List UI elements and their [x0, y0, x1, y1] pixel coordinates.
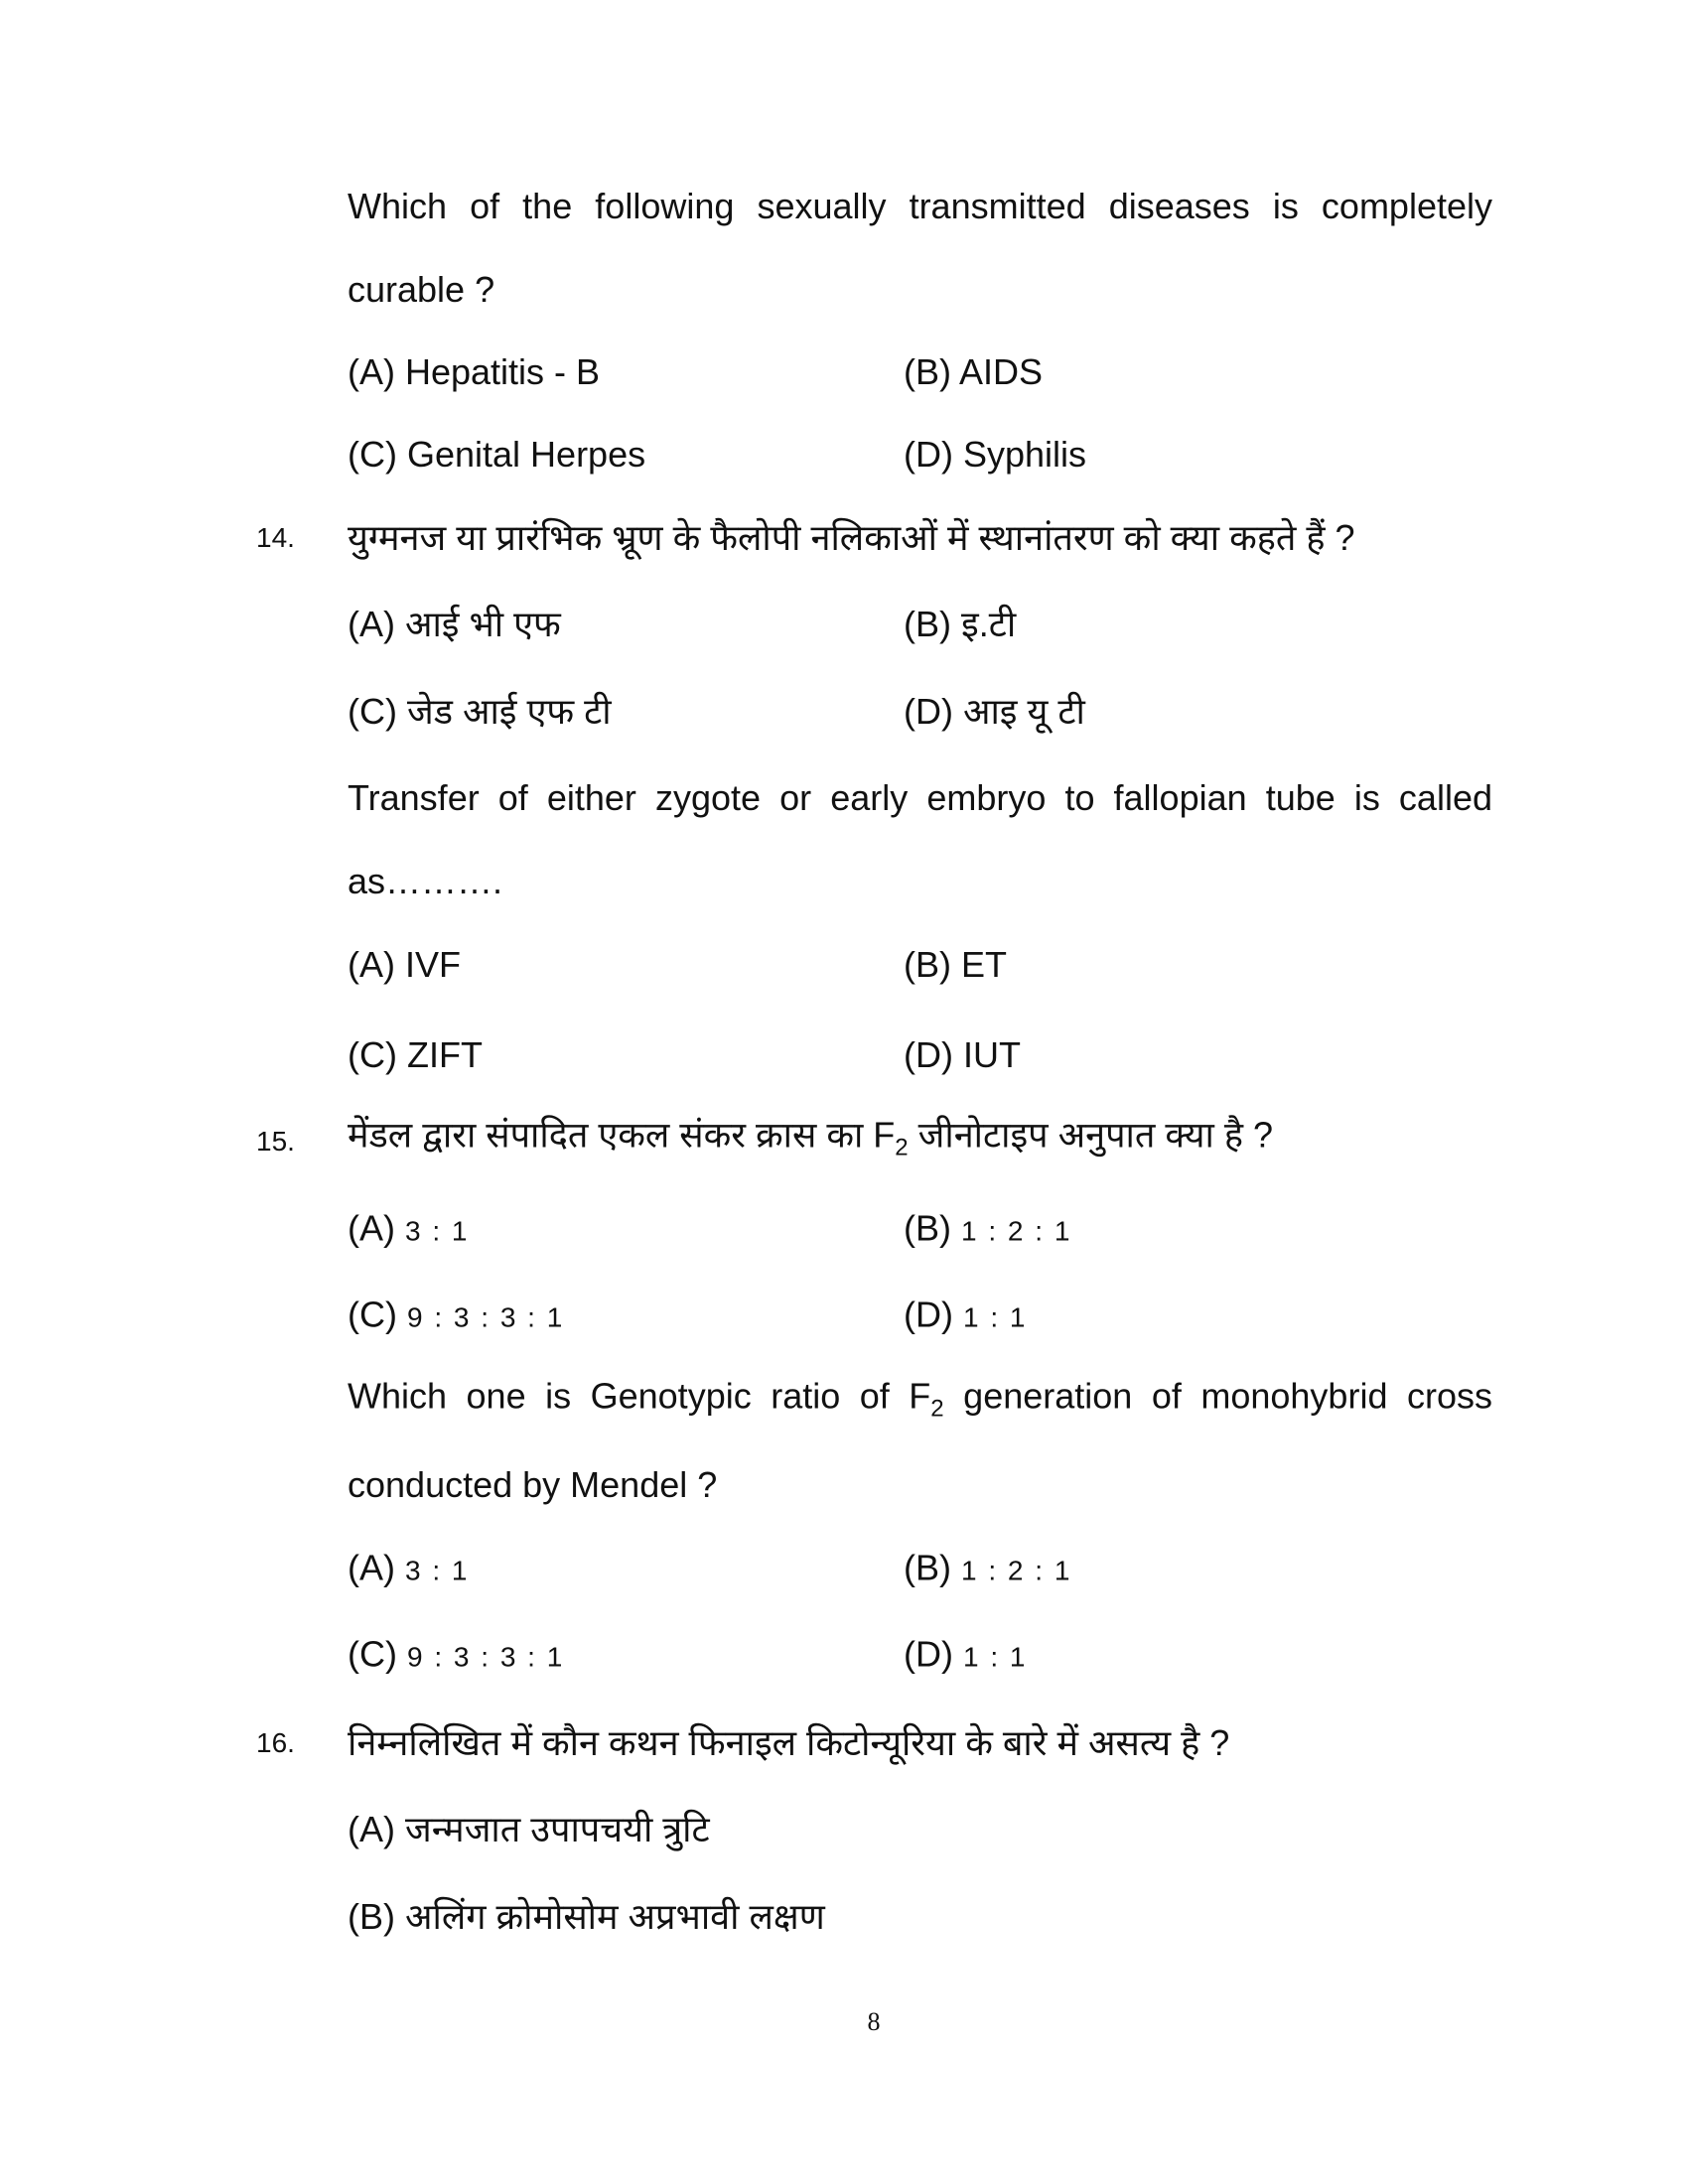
option-text: 9 : 3 : 3 : 1 [407, 1641, 565, 1673]
option-text: जेड आई एफ टी [407, 691, 612, 732]
option-d-hindi [904, 690, 1085, 734]
text: मेंडल द्वारा संपादित एकल संकर क्रास का F [348, 1114, 896, 1156]
option-label: (B) [904, 1207, 951, 1249]
option-label: (D) [904, 1633, 953, 1675]
option-label: (C) [348, 1034, 397, 1075]
option-label: (D) [904, 1034, 953, 1075]
option-d [904, 1633, 1027, 1680]
question-number: 16. [256, 1727, 295, 1758]
option-text: ZIFT [407, 1034, 483, 1075]
option-text: आइ यू टी [963, 691, 1085, 732]
option-d-hindi [904, 1294, 1027, 1340]
option-text: ET [961, 944, 1008, 985]
option-a-hindi [348, 1207, 470, 1254]
option-label: (B) [904, 944, 951, 985]
option-text: आई भी एफ [405, 604, 561, 644]
text: Which one is Genotypic ratio of F [348, 1375, 931, 1417]
option-c [348, 1633, 564, 1680]
option-text: 9 : 3 : 3 : 1 [407, 1301, 565, 1333]
option-c: (C) Genital Herpes [348, 434, 646, 475]
option-b-hindi [904, 1207, 1071, 1254]
option-label: (B) [904, 1547, 951, 1588]
option-label: (D) [904, 691, 953, 732]
option-b [904, 943, 1007, 987]
option-text: IVF [405, 944, 462, 985]
option-text: 1 : 2 : 1 [961, 1555, 1072, 1586]
subscript: 2 [895, 1134, 909, 1161]
option-d [904, 1033, 1021, 1077]
option-b [904, 1547, 1071, 1593]
option-text: 1 : 1 [963, 1301, 1028, 1333]
option-text: 1 : 2 : 1 [961, 1215, 1072, 1247]
question-text: Which of the following sexually transmitted diseases is completely [348, 186, 1492, 226]
question-text: curable ? [348, 269, 495, 310]
question-text-english: conducted by Mendel ? [348, 1464, 718, 1505]
option-label: (C) [348, 691, 397, 732]
option-b-hindi [904, 603, 1016, 646]
option-text: जन्मजात उपापचयी त्रुटि [405, 1809, 710, 1849]
page-number: 8 [867, 2007, 881, 2036]
option-text: अलिंग क्रोमोसोम अप्रभावी लक्षण [405, 1896, 825, 1937]
question-text-hindi: युग्मनज या प्रारंभिक भ्रूण के फैलोपी नलिकाओं में स्थानांतरण को क्या कहते हैं ? [348, 517, 1355, 558]
question-text-hindi: निम्नलिखित में कौन कथन फिनाइल किटोन्यूरिया के बारे में असत्य है ? [348, 1722, 1230, 1763]
option-c-hindi [348, 690, 612, 734]
option-label: (A) [348, 1809, 395, 1849]
option-c [348, 1033, 483, 1077]
option-d: (D) Syphilis [904, 434, 1087, 475]
option-label: (C) [348, 1294, 397, 1335]
option-a [348, 943, 461, 987]
option-a [348, 1808, 710, 1851]
question-text-english: as………. [348, 861, 503, 901]
question-text-english [348, 1374, 1492, 1431]
option-label: (C) [348, 1633, 397, 1675]
question-number: 14. [256, 522, 295, 553]
option-b [348, 1895, 825, 1939]
option-text: 3 : 1 [405, 1215, 470, 1247]
option-b: (B) AIDS [904, 351, 1044, 392]
question-text-hindi [348, 1113, 1273, 1169]
option-c-hindi [348, 1294, 564, 1340]
option-text: IUT [963, 1034, 1021, 1075]
text: generation of monohybrid cross [943, 1375, 1492, 1417]
option-label: (A) [348, 604, 395, 644]
option-label: (A) [348, 1207, 395, 1249]
option-a: (A) Hepatitis - B [348, 351, 601, 392]
option-label: (A) [348, 1547, 395, 1588]
question-number: 15. [256, 1126, 295, 1157]
option-label: (B) [904, 604, 951, 644]
option-label: (B) [348, 1896, 395, 1937]
option-text: 1 : 1 [963, 1641, 1028, 1673]
option-label: (A) [348, 944, 395, 985]
option-text: 3 : 1 [405, 1555, 470, 1586]
text: जीनोटाइप अनुपात क्या है ? [908, 1114, 1273, 1156]
option-a-hindi [348, 603, 561, 646]
option-text: इ.टी [961, 604, 1017, 644]
subscript: 2 [930, 1395, 944, 1423]
option-a [348, 1547, 470, 1593]
option-label: (D) [904, 1294, 953, 1335]
question-text-english: Transfer of either zygote or early embryo to fallopian tube is called [348, 777, 1492, 818]
